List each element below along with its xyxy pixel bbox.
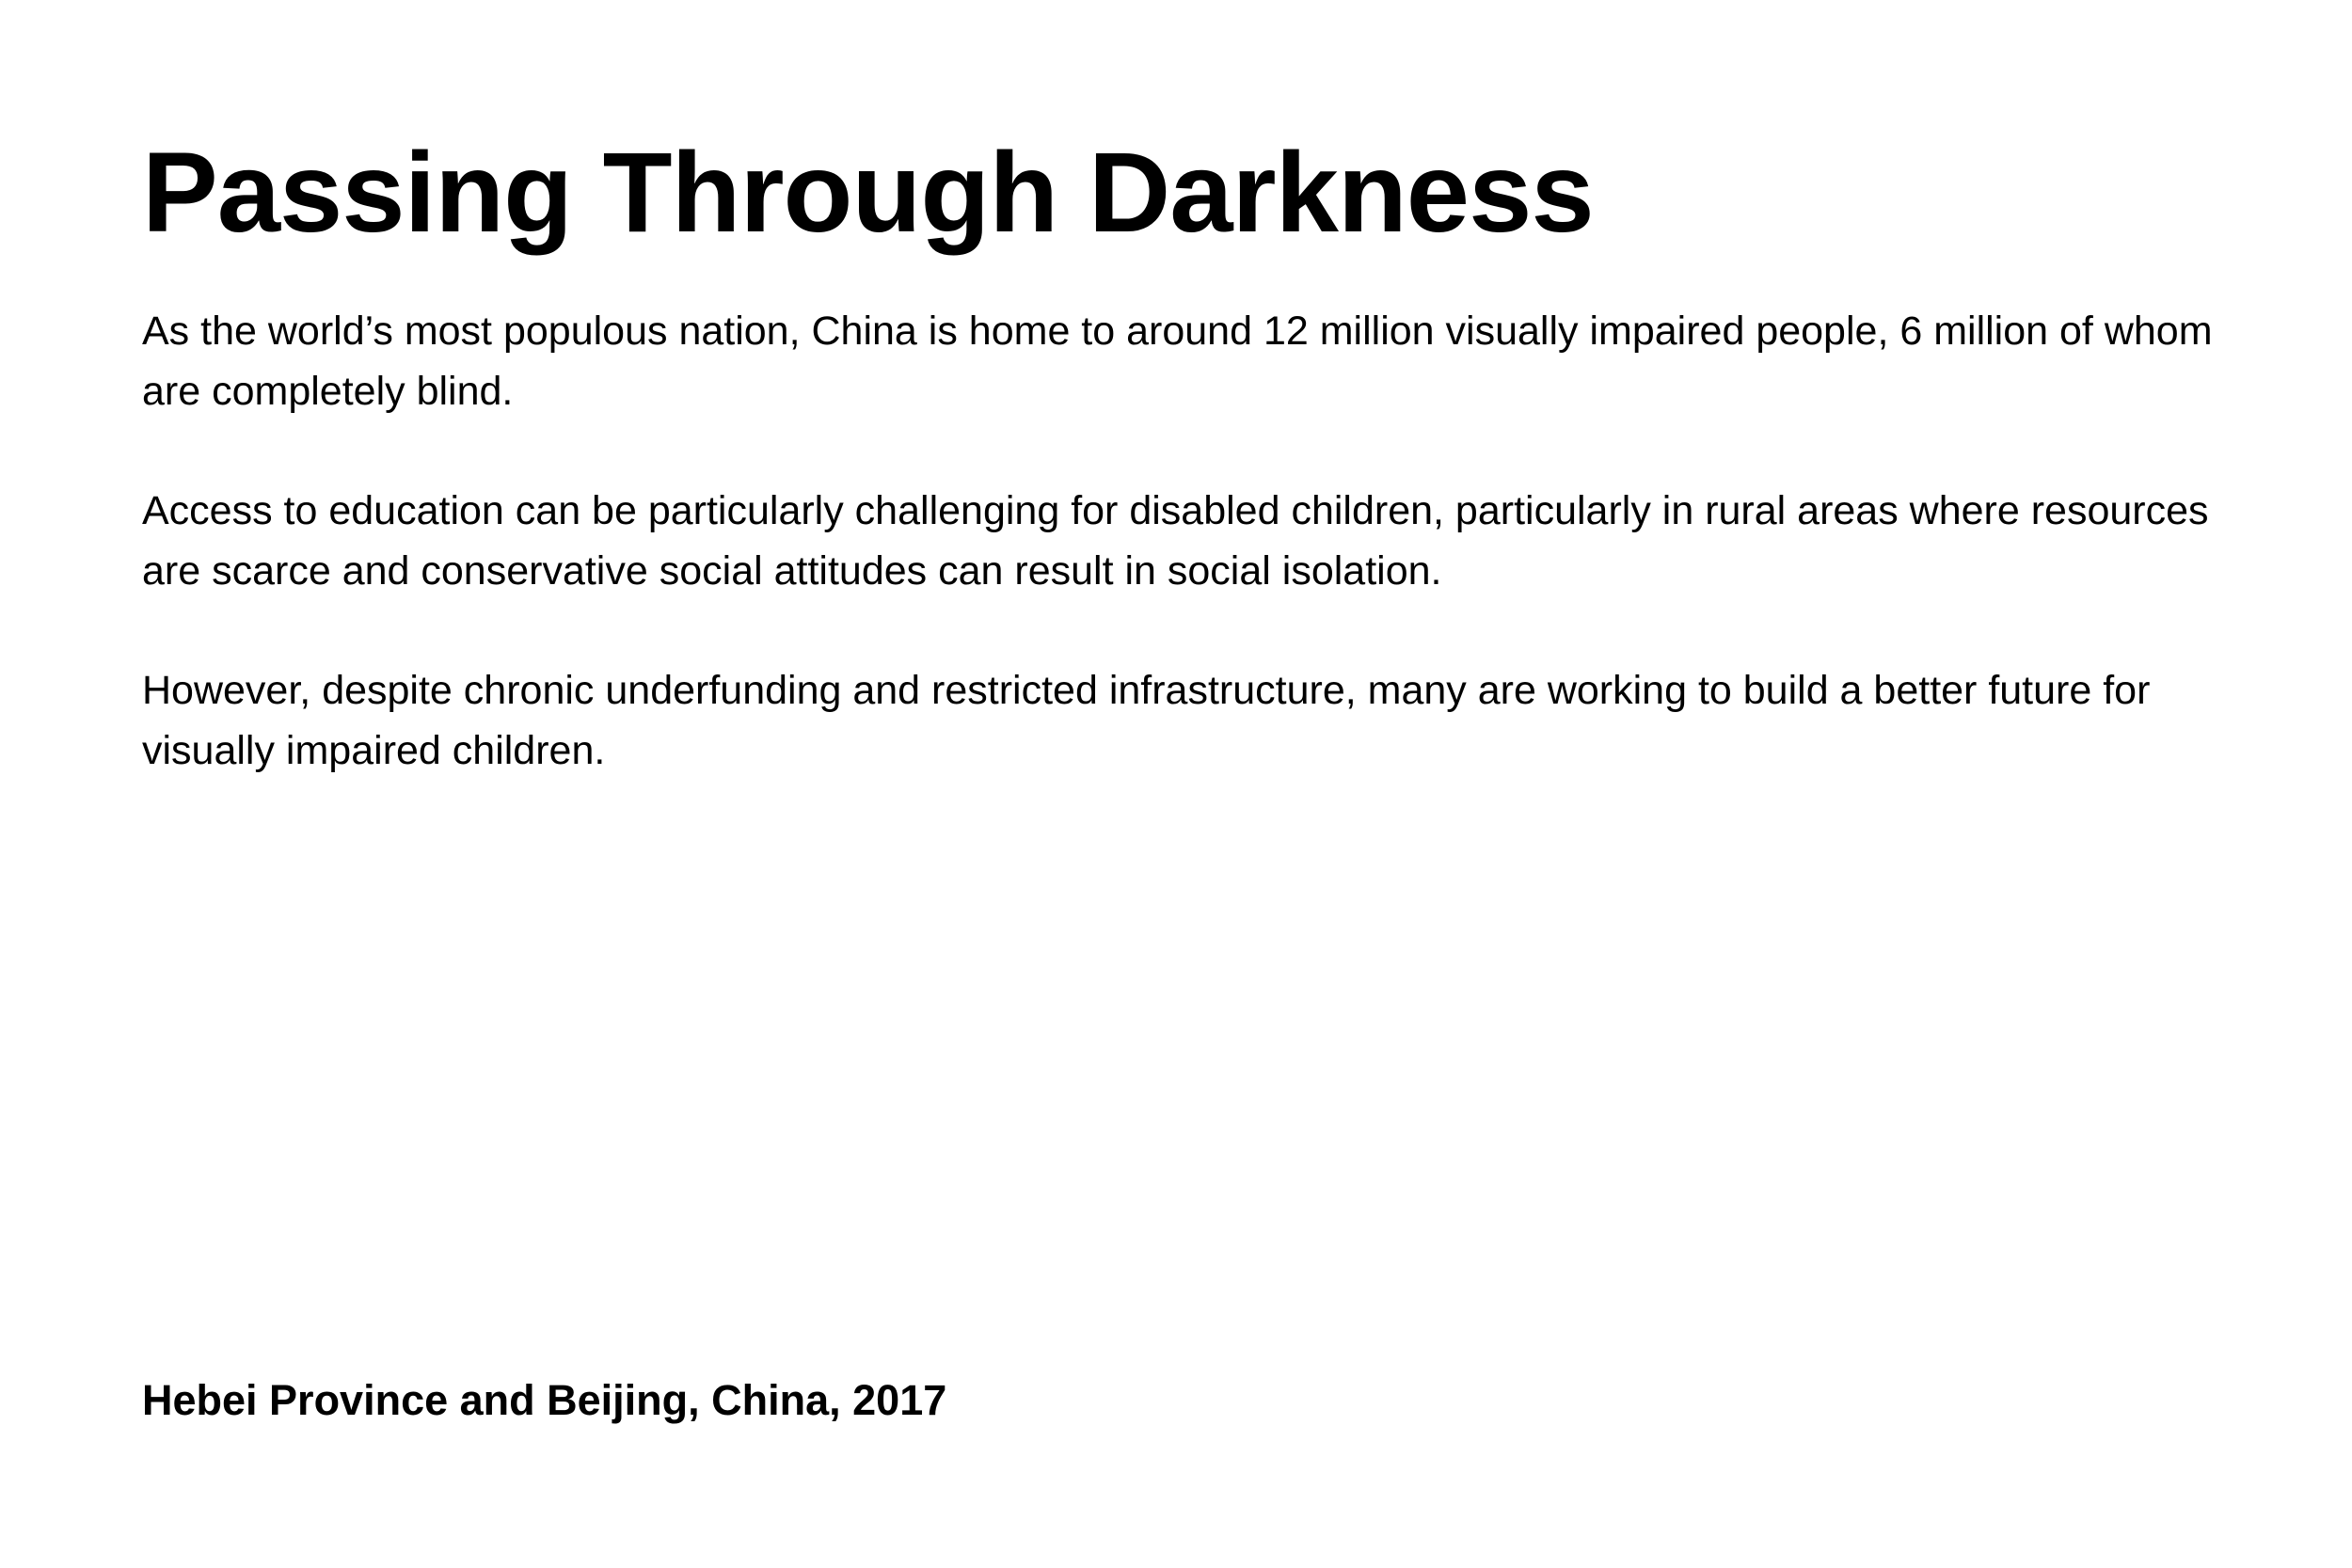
page-title: Passing Through Darkness: [142, 128, 1594, 256]
body-text: [142, 301, 2259, 840]
paragraph-population: As the world’s most populous nation, China is home to around 12 million visually impaired people, 6 million of whom are completely blind.: [142, 309, 2213, 414]
paragraph-better-future: However, despite chronic underfunding and restricted infrastructure, many are working to build a better future for visually impaired children.: [142, 668, 2151, 773]
paragraph-education-access: Access to education can be particularly challenging for disabled children, particularly in rural areas where resources are scarce and conservative social attitudes can result in social isolation.: [142, 488, 2209, 594]
location-date-caption: Hebei Province and Beijing, China, 2017: [142, 1376, 947, 1424]
